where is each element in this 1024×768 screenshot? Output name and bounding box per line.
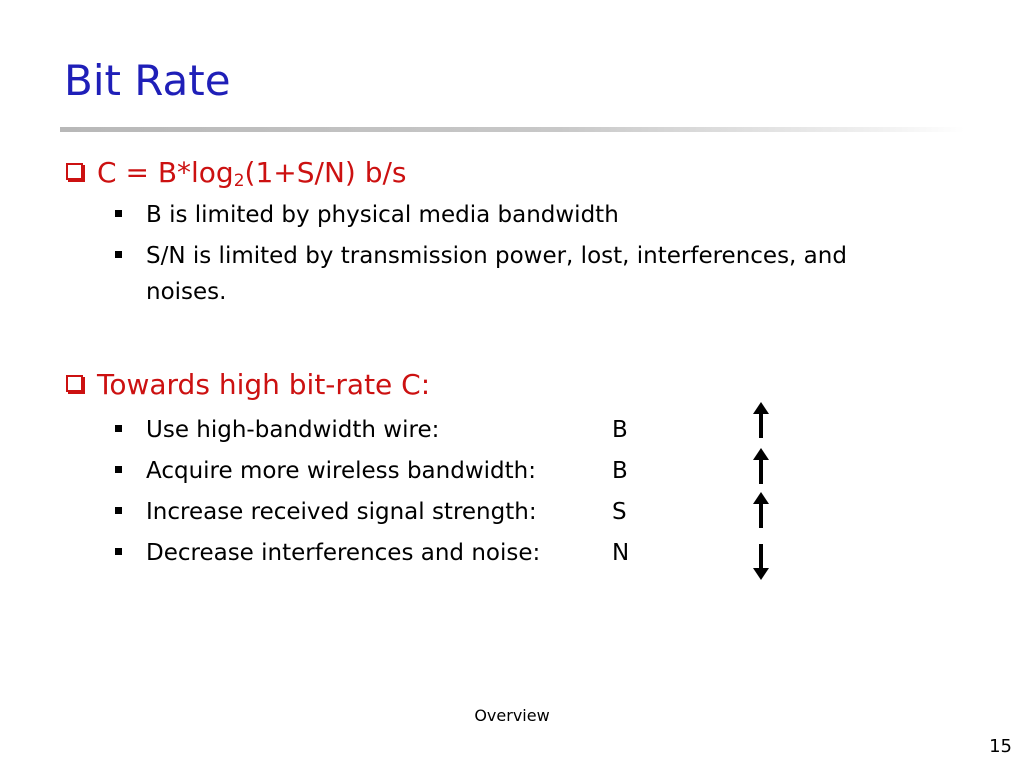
square-bullet-icon (115, 210, 122, 217)
formula-prefix: C = B*log (97, 156, 234, 189)
slide-title: Bit Rate (64, 56, 231, 105)
square-bullet-icon (115, 507, 122, 514)
towards-point-label: Increase received signal strength: (146, 499, 537, 525)
towards-point-var: B (612, 417, 628, 443)
arrow-down-icon (753, 544, 769, 580)
formula-subscript: 2 (233, 171, 245, 191)
towards-point (115, 535, 629, 571)
formula-suffix: (1+S/N) b/s (244, 156, 407, 189)
towards-point-var: S (612, 499, 627, 525)
formula-point: S/N is limited by transmission power, lost, interferences, and noises. (115, 238, 915, 310)
square-bullet-icon (115, 548, 122, 555)
square-bullet-icon (115, 425, 122, 432)
arrow-up-icon (753, 402, 769, 438)
towards-point-var: N (612, 540, 630, 566)
formula-point: B is limited by physical media bandwidth (115, 197, 619, 233)
towards-point-label: Decrease interferences and noise: (146, 540, 541, 566)
hollow-square-bullet-icon (66, 163, 83, 180)
towards-heading: Towards high bit-rate C: (66, 368, 430, 402)
towards-point (115, 412, 628, 448)
hollow-square-bullet-icon (66, 375, 83, 392)
square-bullet-icon (115, 251, 122, 258)
towards-point-label: Acquire more wireless bandwidth: (146, 458, 536, 484)
towards-point (115, 494, 627, 530)
square-bullet-icon (115, 466, 122, 473)
arrow-up-icon (753, 448, 769, 484)
arrow-up-icon (753, 492, 769, 528)
formula-heading (66, 156, 407, 190)
towards-point-var: B (612, 458, 628, 484)
title-divider (60, 127, 965, 132)
towards-point (115, 453, 628, 489)
towards-point-label: Use high-bandwidth wire: (146, 417, 440, 443)
slide-footer: Overview (474, 706, 550, 725)
page-number: 15 (989, 736, 1012, 757)
